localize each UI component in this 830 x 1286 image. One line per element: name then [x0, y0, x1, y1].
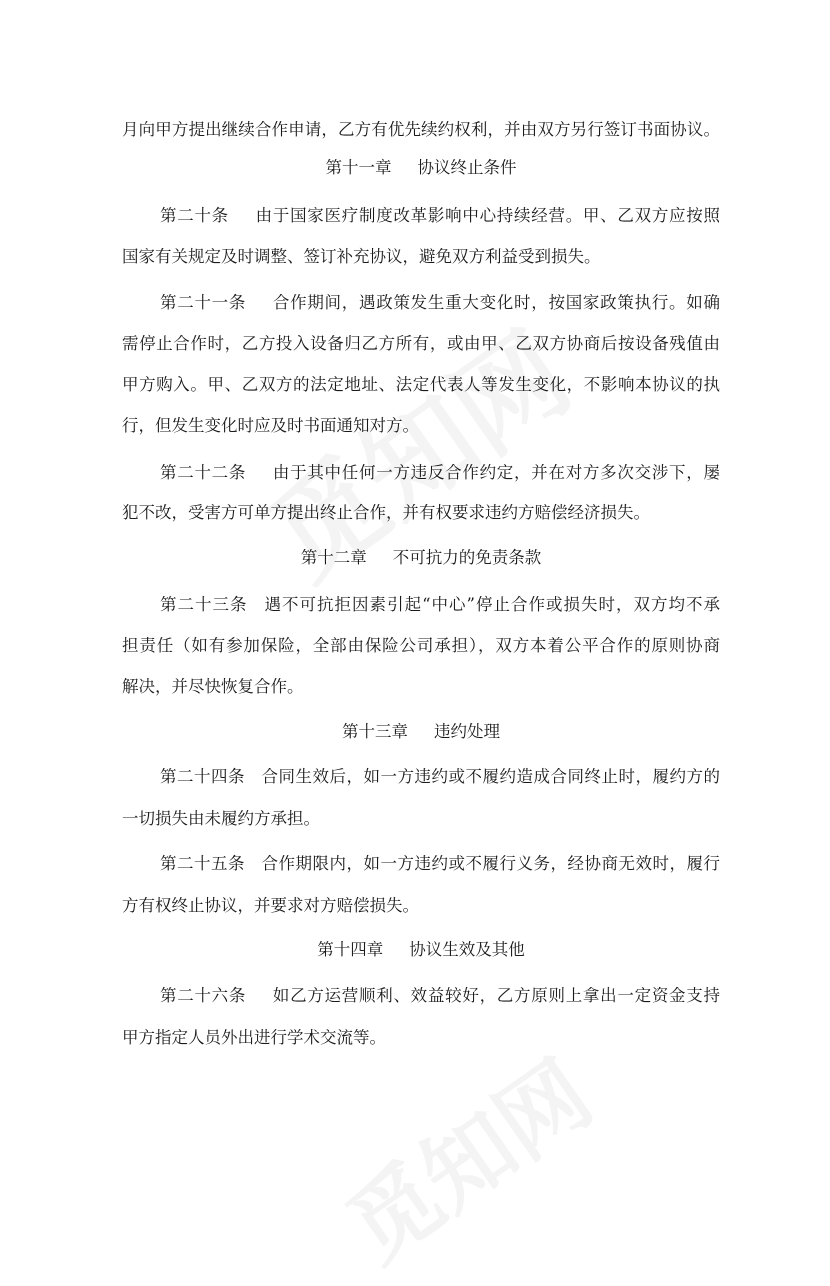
article-line: 第二十五条 合作期限内，如一方违约或不履行义务，经协商无效时，履行: [160, 854, 720, 873]
paragraph-line: 方有权终止协议，并要求对方赔偿损失。: [122, 896, 419, 915]
paragraph-line: 犯不改，受害方可单方提出终止合作，并有权要求违约方赔偿经济损失。: [122, 503, 650, 522]
paragraph-line: 担责任（如有参加保险，全部由保险公司承担），双方本着公平合作的原则协商: [122, 636, 720, 655]
article-line: 第二十六条 如乙方运营顺利、效益较好，乙方原则上拿出一定资金支持: [160, 986, 720, 1005]
article-line: 第二十条 由于国家医疗制度改革影响中心持续经营。甲、乙双方应按照: [160, 206, 720, 225]
article-line: 第二十三条 遇不可抗拒因素引起“中心”停止合作或损失时，双方均不承: [160, 595, 720, 614]
watermark: [317, 1024, 613, 1285]
article-line: 第二十二条 由于其中任何一方违反合作约定，并在对方多次交涉下，屡: [160, 463, 720, 482]
article-line: 第二十一条 合作期间，遇政策发生重大变化时，按国家政策执行。如确: [160, 293, 720, 312]
paragraph-line: 行，但发生变化时应及时书面通知对方。: [122, 416, 419, 435]
paragraph-line: 解决，并尽快恢复合作。: [122, 677, 304, 696]
chapter-heading: 第十二章 不可抗力的免责条款: [300, 548, 542, 567]
paragraph-line: 国家有关规定及时调整、签订补充协议，避免双方利益受到损失。: [122, 247, 601, 266]
paragraph-line: 甲方指定人员外出进行学术交流等。: [122, 1028, 386, 1047]
paragraph-line: 甲方购入。甲、乙双方的法定地址、法定代表人等发生变化，不影响本协议的执: [122, 375, 720, 394]
chapter-heading: 第十四章 协议生效及其他: [317, 940, 525, 959]
paragraph-line: 需停止合作时，乙方投入设备归乙方所有，或由甲、乙双方协商后按设备残值由: [122, 334, 720, 353]
paragraph-line: 月向甲方提出继续合作申请，乙方有优先续约权利，并由双方另行签订书面协议。: [122, 120, 720, 139]
paragraph-line: 一切损失由未履约方承担。: [122, 809, 320, 828]
chapter-heading: 第十一章 协议终止条件: [325, 158, 517, 177]
chapter-heading: 第十三章 违约处理: [342, 722, 500, 741]
article-line: 第二十四条 合同生效后，如一方违约或不履约造成合同终止时，履约方的: [160, 767, 720, 786]
